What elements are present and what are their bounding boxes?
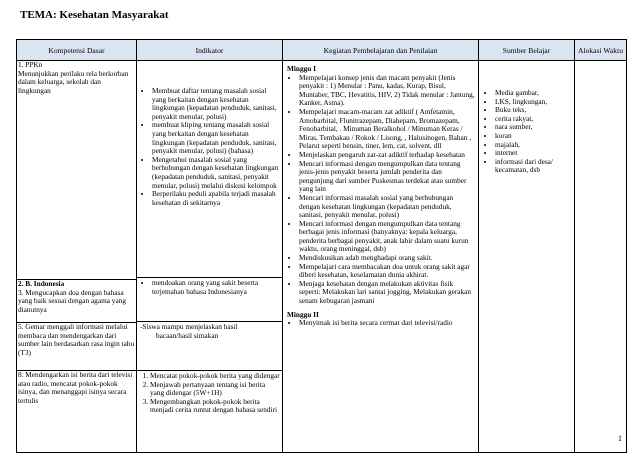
kd-body: 3. Mengucapkan doa dengan bahasa yang baik sesuai dengan agama yang dianutnya [18, 287, 126, 314]
kd-head: 1. PPKn [18, 61, 43, 69]
list-item: • membuat kliping tentang masalah sosial yang berkaitan dengan kesehatan lingkungan (kepadatan penduduk, sanitasi, penyakit menular, polusi) (bahasa) [152, 121, 281, 155]
list-item: • Menjelaskan pengaruh zat-zat adiktif terhadap kesehatan [299, 151, 476, 160]
page-title: TEMA: Kesehatan Masyarakat [20, 9, 169, 21]
kd-body: 8. Mendengarkan isi berita dari televisi atau radio, mencatat pokok-pokok isinya, dan menanggapi isinya secara tertulis [18, 371, 133, 405]
list-item: • LKS, lingkungan, [495, 98, 572, 107]
kd-bindonesia-8 [17, 371, 136, 451]
list-item: • Mempelajari macam-macam zat adiktif ( Amfetamin, Amobarbital, Flunitrazepam, Diahepam, Bromazepam, Fenobarbital, . Minuman Beralkohol / Minuman Keras / Miras, Tembakau / Rokok / Lisong, , Halusinogen, Bahan , Pelarut seperti bensin, tiner, lem, cat, solvent, dll [299, 108, 476, 151]
kd-body: 5. Gemar menggali informasi melalui membaca dan mendengarkan dari sumber lain berdasarkan rasa ingin tahu (T3) [18, 323, 135, 357]
list-item: • Mencari informasi masalah sosial yang berhubungan dengan kesehatan lingkungan (kepadatan penduduk, sanitasi, penyakit menular, polusi) [299, 194, 476, 220]
kd-cell [17, 61, 137, 453]
list-item: • koran [495, 132, 572, 141]
list-item: • Mendiskusikan adab menghadapi orang sakit. [299, 254, 476, 263]
indikator-ppkn [137, 61, 282, 278]
week-2-label: Minggu II [287, 309, 319, 319]
kd-body: Menunjukkan perilaku rela berkorban dalam keluarga, sekolah dan lingkungan [18, 68, 129, 95]
list-item: • Mempelajari konsep jenis dan macam penyakit (Jenis penyakit : 1) Menular : Panu, kadas, Kurap, Bisul, Muntaber, TBC, Hevatitis, HIV, 2) Tidak menular : Jantung, Kanker, Asma). [299, 74, 476, 108]
list-item: • mendoakan orang yang sakit beserta terjemahan bahasa Indonesianya [152, 279, 281, 296]
list-item: • Membuat daftar tentang masalah sosial yang berkaitan dengan kesehatan lingkungan (kepadatan penduduk, sanitasi, penyakit menular, polusi) [152, 87, 281, 121]
list-item: • nara sumber, [495, 123, 572, 132]
list-item: • internet [495, 149, 572, 158]
indikator-bi5-line1: -Siswa mampu menjelaskan hasil [140, 322, 238, 331]
list-item: • informasi dari desa/ kecamatan, dsb [495, 158, 572, 175]
list-item: • Berperilaku peduli apabila terjadi masalah kesehatan di sekitarnya [152, 190, 281, 207]
list-item: • cerita rakyat, [495, 115, 572, 124]
lesson-plan-table [16, 39, 627, 453]
list-item: • Mempelajari cara membacakan doa untuk orang sakit agar diberi kesehatan, keselamatan dunia akhirat. [299, 263, 476, 280]
list-item: • Menjaga kesehatan dengan melakukan aktivitas fisik seperti: Melakukan lari santai jogging, Melakukan gerakan senam kebugaran jasmani [299, 280, 476, 306]
header-indikator: Indikator [137, 40, 283, 61]
list-item: • majalah, [495, 141, 572, 150]
list-item: • Menyimak isi berita secara cermat dari televisi/radio [299, 319, 476, 328]
kd-head: 2. B. Indonesia [18, 280, 65, 288]
list-item: 2. Menjawab pertanyaan tentang isi berita yang didengar (5W+1H) [150, 381, 281, 398]
header-alokasi-waktu: Alokasi Waktu [575, 40, 627, 61]
list-item: 3. Mengembangkan pokok-pokok berita menjadi cerita runtut dengan bahasa sendiri [150, 398, 281, 415]
indikator-cell [137, 61, 283, 453]
header-kegiatan: Kegiatan Pembelajaran dan Penilaian [283, 40, 479, 61]
table-row [17, 61, 627, 453]
kd-ppkn [17, 61, 136, 280]
indikator-bi5-line2: bacaan/hasil simakan [156, 330, 219, 340]
page-number: 1 [618, 434, 622, 443]
list-item: • Mengetahui masalah sosial yang berhubungan dengan kesehatan lingkungan (kepadatan penduduk, sanitasi, penyakit menular, polusi) melalui diskusi kelompok [152, 156, 281, 190]
kd-bindonesia-5 [17, 323, 136, 371]
list-item: • Mencari informasi dengan mengumpulkan data tentang berbagai jenis informasi (banyaknya: kepala keluarga, penderita berbagai penyakit, anak lahir dalam suatu kurun waktu, orang meninggal, dsb) [299, 220, 476, 254]
sumber-cell [479, 61, 575, 453]
indikator-bi5 [137, 322, 282, 371]
indikator-bi3 [137, 278, 282, 322]
list-item: • Mencari informasi dengan mengumpulkan data tentang jenis-jenis penyakit beserta jumlah penderita dan pengunjung dari sumber Puskesmas terdekat atau sumber yang lain [299, 160, 476, 194]
kegiatan-cell [283, 61, 479, 453]
header-kompetensi-dasar: Kompetensi Dasar [17, 40, 137, 61]
list-item: • Media gambar, [495, 89, 572, 98]
week-1-label: Minggu I [287, 64, 316, 73]
header-sumber-belajar: Sumber Belajar [479, 40, 575, 61]
list-item: • Buku teks, [495, 106, 572, 115]
alokasi-cell [575, 61, 627, 453]
kd-bindonesia-3 [17, 280, 136, 323]
list-item: 1. Mencatat pokok-pokok berita yang didengar [150, 372, 281, 381]
header-row [17, 40, 627, 61]
indikator-bi8 [137, 371, 282, 452]
